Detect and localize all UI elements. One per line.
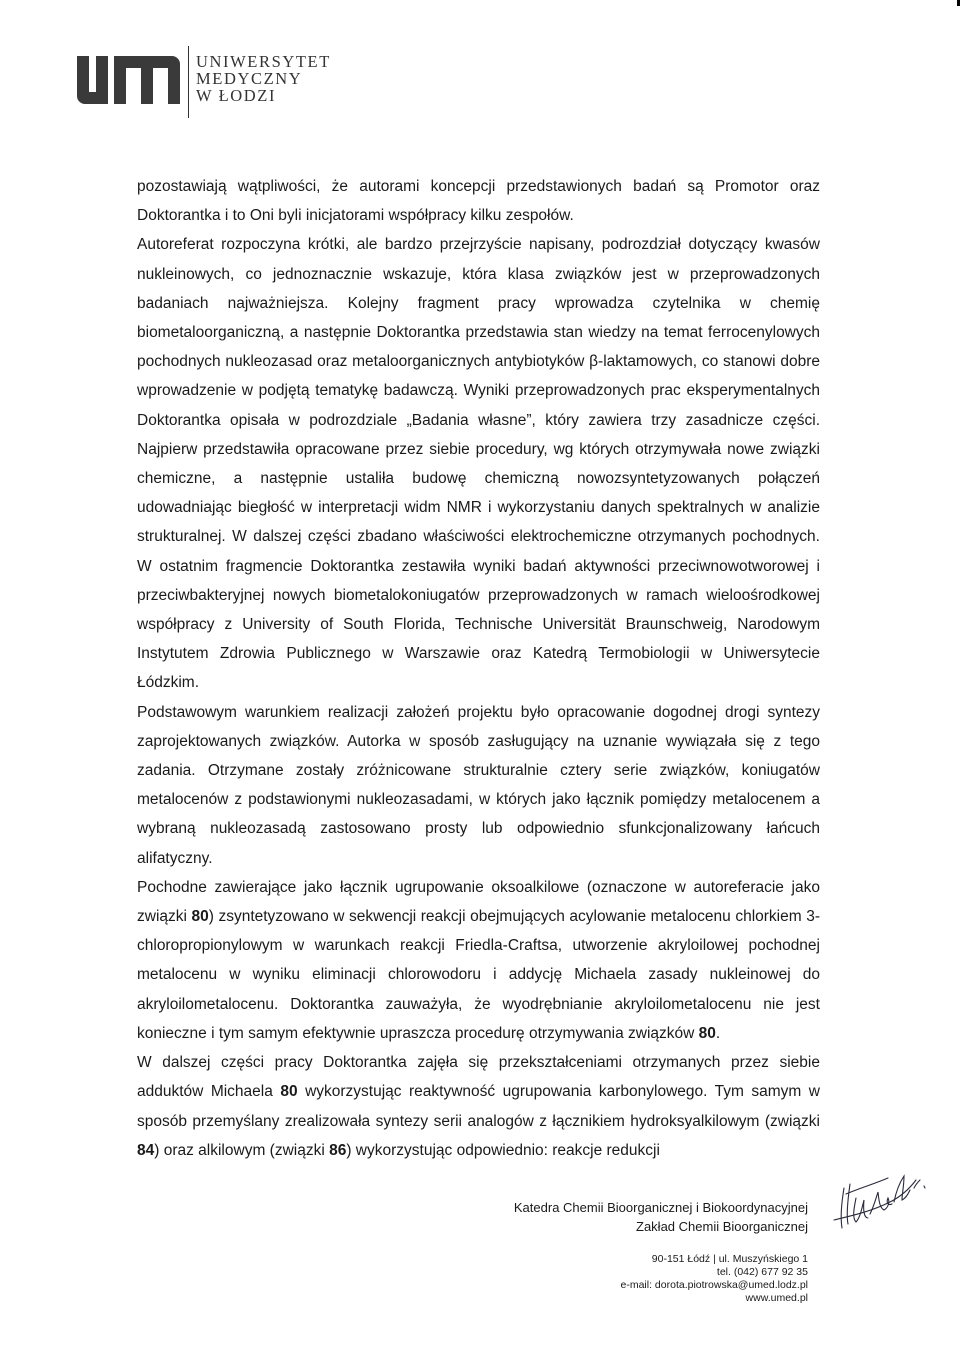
text-run: ) wykorzystując odpowiednio: reakcje redukcji bbox=[346, 1141, 660, 1159]
footer-email: e-mail: dorota.piotrowska@umed.lodz.pl bbox=[620, 1279, 808, 1291]
logo-line-2: MEDYCZNY bbox=[196, 69, 303, 88]
logo-divider bbox=[188, 46, 189, 118]
text-run: Autoreferat rozpoczyna krótki, ale bardzo przejrzyście napisany, podrozdział dotyczący kwasów nukleinowych, co jednoznacznie wskazuje, która klasa związków jest w przeprowadzonych badaniach najważniejsza. Kolejny fragment pracy wprowadza czytelnika w chemię biometaloorganiczną, a następnie Doktorantka przedstawia stan wiedzy na temat ferrocenylowych pochodnych nukleozasad oraz metaloorganicznych antybiotyków β-laktamowych, co stanowi dobre wprowadzenie w podjętą tematykę badawczą. Wyniki przeprowadzonych prac eksperymentalnych Doktorantka opisała w podrozdziale „Badania własne”, który zawiera trzy zasadnicze części. Najpierw przedstawiła opracowane przez siebie procedury, wg których otrzymywała nowe związki chemiczne, a następnie ustaliła budowę chemiczną nowozsyntetyzowanych połączeń udowadniając biegłość w interpretacji widm NMR i wykorzystaniu danych spektralnych w analizie strukturalnej. W dalszej części zbadano właściwości elektrochemiczne otrzymanych pochodnych. W ostatnim fragmencie Doktorantka zestawiła wyniki badań aktywności przeciwnowotworowej i przeciwbakteryjnej nowych biometalokoniugatów przeprowadzonych w ramach wieloośrodkowej współpracy z University of South Florida, Technische Universität Braunschweig, Narodowym Instytutem Zdrowia Publicznego w Warszawie oraz Katedrą Termobiologii w Uniwersytecie Łódzkim. bbox=[137, 236, 820, 692]
paragraph bbox=[137, 698, 820, 873]
compound-number: 80 bbox=[191, 908, 209, 926]
text-run: ) oraz alkilowym (związki bbox=[154, 1141, 330, 1159]
logo-line-3: W ŁODZI bbox=[196, 86, 277, 105]
paragraph bbox=[137, 172, 820, 230]
logo-line-1: UNIWERSYTET bbox=[196, 52, 331, 71]
text-run: Pochodne zawierające jako łącznik ugrupowanie oksoalkilowe (oznaczone w autoreferacie jako związki bbox=[137, 878, 820, 926]
text-run: W dalszej części pracy Doktorantka zajęła się przekształceniami otrzymanych przez siebie adduktów Michaela bbox=[137, 1054, 820, 1101]
paragraph bbox=[137, 230, 820, 697]
text-run: pozostawiają wątpliwości, że autorami koncepcji przedstawionych badań są Promotor oraz Doktorantka i to Oni byli inicjatorami współpracy kilku zespołów. bbox=[137, 178, 820, 225]
footer-department: Katedra Chemii Bioorganicznej i Biokoordynacyjnej bbox=[513, 1200, 808, 1215]
footer-address: 90-151 Łódź | ul. Muszyńskiego 1 bbox=[651, 1253, 808, 1265]
compound-number: 86 bbox=[329, 1141, 347, 1159]
paragraph bbox=[137, 1048, 820, 1165]
compound-number: 84 bbox=[137, 1141, 155, 1159]
university-logo bbox=[77, 46, 357, 118]
footer-phone: tel. (042) 677 92 35 bbox=[716, 1266, 808, 1278]
signature-icon bbox=[830, 1158, 940, 1248]
footer bbox=[514, 1198, 808, 1305]
text-run: . bbox=[715, 1024, 721, 1042]
footer-unit: Zakład Chemii Bioorganicznej bbox=[636, 1219, 808, 1234]
compound-number: 80 bbox=[280, 1083, 298, 1101]
text-run: Podstawowym warunkiem realizacji założeń projektu było opracowanie dogodnej drogi syntezy zaprojektowanych związków. Autorka w sposób zasługujący na uznanie wywiązała się z tego zadania. Otrzymane zostały zróżnicowane strukturalnie cztery serie związków, koniugatów metalocenów z podstawionymi nukleozasadami, w których jako łącznik pomiędzy metalocenem a wybraną nukleozasadą zastosowano prosty lub odpowiednio sfunkcjonalizowany łańcuch alifatyczny. bbox=[137, 703, 820, 867]
document-body bbox=[137, 172, 820, 1165]
paragraph bbox=[137, 873, 820, 1048]
text-run: ) zsyntetyzowano w sekwencji reakcji obejmujących acylowanie metalocenu chlorkiem 3-chloropropionylowym w warunkach reakcji Friedla-Craftsa, utworzenie akryloilowej pochodnej metalocenu w wyniku eliminacji chlorowodoru i addycję Michaela zasady nukleinowej do akryloilometalocenu. Doktorantka zauważyła, że wyodrębnianie akryloilometalocenu nie jest konieczne i tym samym efektywnie upraszcza procedurę otrzymywania związków bbox=[137, 908, 820, 1042]
text-run: wykorzystując reaktywność ugrupowania karbonylowego. Tym samym w sposób przemyślany zrealizowała syntezy serii analogów z łącznikiem hydroksyalkilowym (związki bbox=[137, 1083, 821, 1130]
footer-website: www.umed.pl bbox=[745, 1292, 808, 1304]
university-name bbox=[196, 53, 331, 104]
compound-number: 80 bbox=[698, 1024, 716, 1042]
um-logo-icon bbox=[77, 56, 180, 104]
